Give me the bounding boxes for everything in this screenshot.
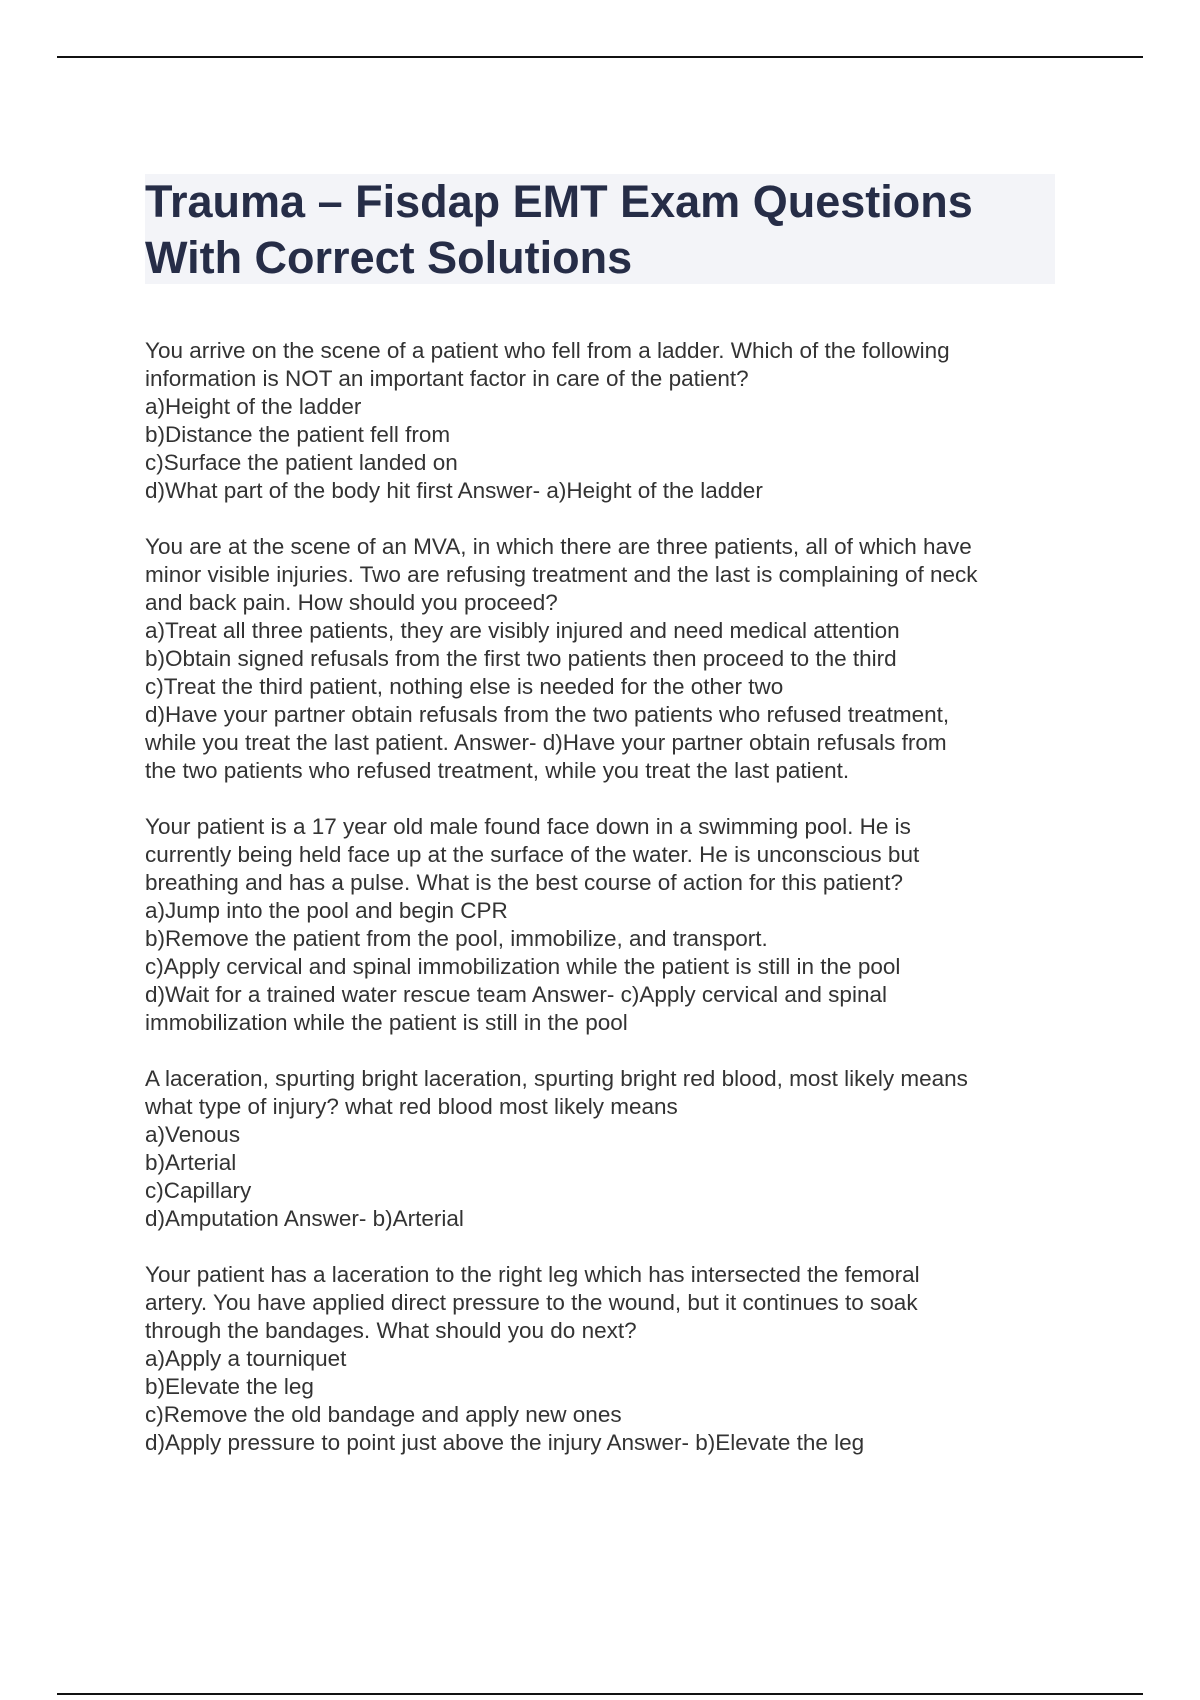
question-block [145, 337, 1065, 505]
question-text-line: minor visible injuries. Two are refusing treatment and the last is complaining of neck [145, 562, 978, 587]
question-text-line: c)Treat the third patient, nothing else is needed for the other two [145, 674, 784, 699]
question-text-line: a)Treat all three patients, they are visibly injured and need medical attention [145, 618, 900, 643]
question-text-line: You arrive on the scene of a patient who fell from a ladder. Which of the following [145, 338, 950, 363]
question-text-line: d)Have your partner obtain refusals from the two patients who refused treatment, [145, 702, 950, 727]
question-text-line: while you treat the last patient. Answer- d)Have your partner obtain refusals from [145, 730, 947, 755]
question-text-line: b)Arterial [145, 1150, 237, 1175]
question-text-line: breathing and has a pulse. What is the best course of action for this patient? [145, 870, 903, 895]
page-title-line-2: With Correct Solutions [145, 232, 633, 283]
question-text-line: a)Venous [145, 1122, 241, 1147]
question-text-line: d)Wait for a trained water rescue team Answer- c)Apply cervical and spinal [145, 982, 887, 1007]
question-text-line: c)Apply cervical and spinal immobilization while the patient is still in the pool [145, 954, 901, 979]
bottom-divider [57, 1693, 1143, 1695]
question-text-line: A laceration, spurting bright laceration, spurting bright red blood, most likely means [145, 1066, 968, 1091]
question-text-line: b)Remove the patient from the pool, immobilize, and transport. [145, 926, 768, 951]
question-text-line: currently being held face up at the surface of the water. He is unconscious but [145, 842, 920, 867]
question-text-line: b)Distance the patient fell from [145, 422, 451, 447]
question-block [145, 533, 1065, 785]
question-text-line: b)Elevate the leg [145, 1374, 314, 1399]
question-text-line: a)Jump into the pool and begin CPR [145, 898, 508, 923]
question-text-line: a)Height of the ladder [145, 394, 362, 419]
question-text-line: artery. You have applied direct pressure to the wound, but it continues to soak [145, 1290, 918, 1315]
question-text-line: d)Apply pressure to point just above the injury Answer- b)Elevate the leg [145, 1430, 865, 1455]
question-text-line: Your patient has a laceration to the right leg which has intersected the femoral [145, 1262, 920, 1287]
question-text-line: information is NOT an important factor in care of the patient? [145, 366, 749, 391]
question-block [145, 1065, 1065, 1233]
questions-list [145, 337, 1065, 1485]
question-text-line: c)Surface the patient landed on [145, 450, 458, 475]
question-text-line: You are at the scene of an MVA, in which there are three patients, all of which have [145, 534, 972, 559]
question-text-line: d)What part of the body hit first Answer- a)Height of the ladder [145, 478, 763, 503]
question-text-line: b)Obtain signed refusals from the first two patients then proceed to the third [145, 646, 897, 671]
question-block [145, 813, 1065, 1037]
page-title-line-1: Trauma – Fisdap EMT Exam Questions [145, 176, 973, 227]
question-text-line: c)Remove the old bandage and apply new ones [145, 1402, 622, 1427]
question-text-line: and back pain. How should you proceed? [145, 590, 558, 615]
question-block [145, 1261, 1065, 1457]
question-text-line: c)Capillary [145, 1178, 252, 1203]
question-text-line: immobilization while the patient is still in the pool [145, 1010, 628, 1035]
question-text-line: the two patients who refused treatment, while you treat the last patient. [145, 758, 850, 783]
question-text-line: a)Apply a tourniquet [145, 1346, 347, 1371]
question-text-line: what type of injury? what red blood most likely means [145, 1094, 678, 1119]
question-text-line: Your patient is a 17 year old male found face down in a swimming pool. He is [145, 814, 911, 839]
question-text-line: through the bandages. What should you do next? [145, 1318, 637, 1343]
top-divider [57, 56, 1143, 58]
question-text-line: d)Amputation Answer- b)Arterial [145, 1206, 464, 1231]
